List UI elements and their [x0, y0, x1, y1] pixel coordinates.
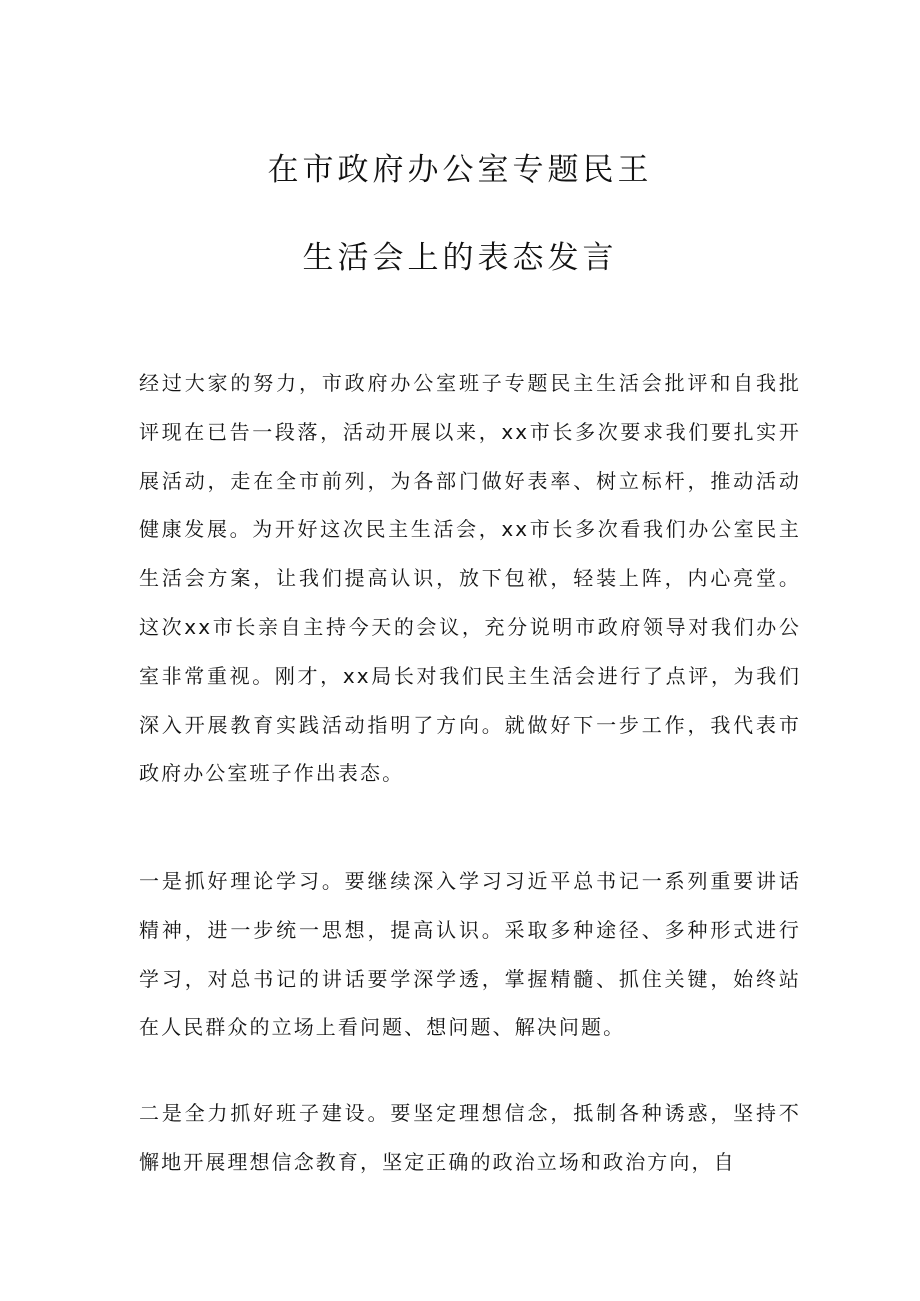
document-title-line-1: 在市政府办公室专题民王	[267, 152, 653, 188]
paragraph-point-2: 二是全力抓好班子建设。要坚定理想信念，抵制各种诱惑，坚持不懈地开展理想信念教育，坚定正确的政治立场和政治方向，自	[139, 1101, 801, 1174]
document-title-line-2: 生活会上的表态发言	[302, 240, 618, 276]
paragraph-point-1: 一是抓好理论学习。要继续深入学习习近平总书记一系列重要讲话精神，进一步统一思想，提高认识。采取多种途径、多种形式进行学习，对总书记的讲话要学深学透，掌握精髓、抓住关键，始终站在人民群众的立场上看问题、想问题、解决问题。	[139, 869, 801, 1040]
paragraph-intro: 经过大家的努力，市政府办公室班子专题民主生活会批评和自我批评现在已告一段落，活动开展以来，xx市长多次要求我们要扎实开展活动，走在全市前列，为各部门做好表率、树立标杆，推动活动健康发展。为开好这次民主生活会，xx市长多次看我们办公室民主生活会方案，让我们提高认识，放下包袱，轻装上阵，内心亮堂。这次xx市长亲自主持今天的会议，充分说明市政府领导对我们办公室非常重视。刚才，xx局长对我们民主生活会进行了点评，为我们深入开展教育实践活动指明了方向。就做好下一步工作，我代表市政府办公室班子作出表态。	[139, 371, 801, 786]
